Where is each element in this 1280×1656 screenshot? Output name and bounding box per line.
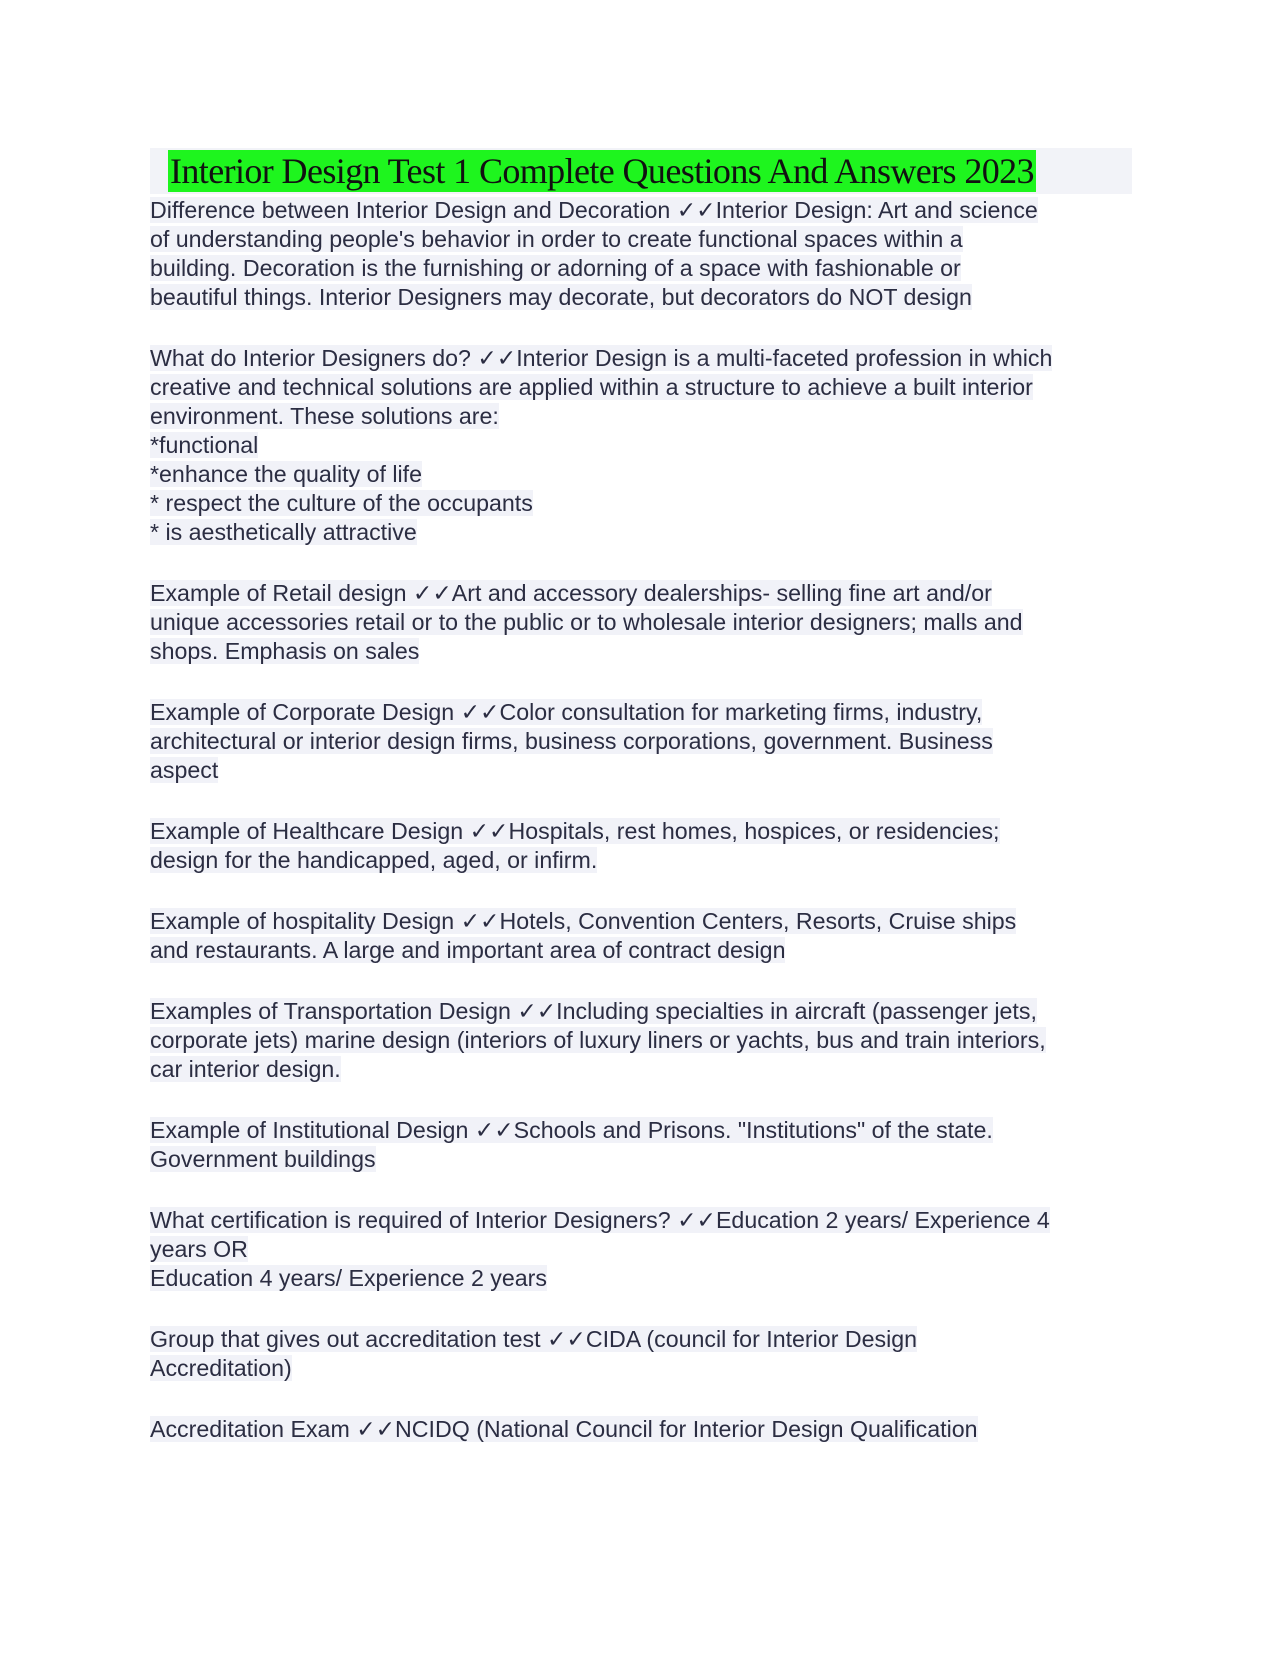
qa-entry: [150, 698, 1150, 785]
qa-line-text: What do Interior Designers do? ✓✓Interior Design is a multi-faceted profession in which: [150, 345, 1053, 371]
qa-entry: [150, 817, 1150, 875]
document-title: Interior Design Test 1 Complete Questions And Answers 2023: [170, 151, 1034, 191]
qa-line: [150, 817, 1150, 846]
qa-line-text: architectural or interior design firms, business corporations, government. Business: [150, 728, 993, 754]
qa-line-text: of understanding people's behavior in order to create functional spaces within a: [150, 226, 963, 252]
qa-line-text: years OR: [150, 1236, 248, 1262]
qa-line: [150, 1325, 1150, 1354]
qa-line-text: design for the handicapped, aged, or infirm.: [150, 847, 598, 873]
title-band: [150, 148, 1132, 194]
qa-line-text: * respect the culture of the occupants: [150, 490, 533, 516]
qa-line: [150, 1354, 1150, 1383]
qa-line: [150, 1264, 1150, 1293]
qa-line: [150, 907, 1150, 936]
qa-line: [150, 1026, 1150, 1055]
qa-line: [150, 997, 1150, 1026]
qa-line: [150, 489, 1150, 518]
qa-line-text: What certification is required of Interior Designers? ✓✓Education 2 years/ Experience 4: [150, 1207, 1050, 1233]
qa-line: [150, 637, 1150, 666]
qa-line-text: Example of Healthcare Design ✓✓Hospitals, rest homes, hospices, or residencies;: [150, 818, 1000, 844]
qa-line: [150, 846, 1150, 875]
qa-line: [150, 460, 1150, 489]
qa-line: [150, 579, 1150, 608]
qa-line-text: *enhance the quality of life: [150, 461, 423, 487]
qa-entry: [150, 344, 1150, 547]
qa-line: [150, 402, 1150, 431]
qa-line-text: beautiful things. Interior Designers may decorate, but decorators do NOT design: [150, 284, 972, 310]
qa-entry: [150, 1415, 1150, 1444]
qa-line: [150, 283, 1150, 312]
qa-line-text: building. Decoration is the furnishing or adorning of a space with fashionable or: [150, 255, 961, 281]
qa-line-text: Accreditation Exam ✓✓NCIDQ (National Council for Interior Design Qualification: [150, 1416, 978, 1442]
qa-list: [150, 196, 1150, 1476]
qa-line-text: unique accessories retail or to the public or to wholesale interior designers; malls and: [150, 609, 1023, 635]
qa-line: [150, 344, 1150, 373]
qa-line-text: Government buildings: [150, 1146, 376, 1172]
qa-line-text: Example of Institutional Design ✓✓Schools and Prisons. "Institutions" of the state.: [150, 1117, 993, 1143]
qa-line-text: Example of Corporate Design ✓✓Color consultation for marketing firms, industry,: [150, 699, 983, 725]
qa-entry: [150, 579, 1150, 666]
qa-entry: [150, 907, 1150, 965]
qa-line: [150, 1206, 1150, 1235]
qa-line-text: *functional: [150, 432, 259, 458]
qa-line: [150, 1145, 1150, 1174]
qa-line: [150, 1116, 1150, 1145]
qa-line-text: corporate jets) marine design (interiors of luxury liners or yachts, bus and train interiors,: [150, 1027, 1046, 1053]
qa-entry: [150, 1116, 1150, 1174]
qa-line-text: Group that gives out accreditation test ✓✓CIDA (council for Interior Design: [150, 1326, 918, 1352]
qa-line-text: Example of Retail design ✓✓Art and accessory dealerships- selling fine art and/or: [150, 580, 992, 606]
qa-line-text: and restaurants. A large and important area of contract design: [150, 937, 786, 963]
qa-entry: [150, 196, 1150, 312]
qa-line: [150, 756, 1150, 785]
qa-line-text: shops. Emphasis on sales: [150, 638, 420, 664]
qa-line-text: Examples of Transportation Design ✓✓Including specialties in aircraft (passenger jets,: [150, 998, 1037, 1024]
qa-line: [150, 936, 1150, 965]
qa-line-text: creative and technical solutions are applied within a structure to achieve a built interior: [150, 374, 1033, 400]
qa-line-text: Example of hospitality Design ✓✓Hotels, Convention Centers, Resorts, Cruise ships: [150, 908, 1017, 934]
qa-entry: [150, 1325, 1150, 1383]
qa-line: [150, 225, 1150, 254]
qa-line: [150, 608, 1150, 637]
qa-line: [150, 1055, 1150, 1084]
qa-line: [150, 196, 1150, 225]
qa-line-text: Difference between Interior Design and Decoration ✓✓Interior Design: Art and science: [150, 197, 1038, 223]
qa-line-text: aspect: [150, 757, 219, 783]
qa-entry: [150, 997, 1150, 1084]
qa-line: [150, 1235, 1150, 1264]
qa-line: [150, 1415, 1150, 1444]
qa-line: [150, 373, 1150, 402]
qa-line: [150, 727, 1150, 756]
qa-line: [150, 431, 1150, 460]
qa-line-text: environment. These solutions are:: [150, 403, 499, 429]
qa-line-text: * is aesthetically attractive: [150, 519, 417, 545]
qa-line: [150, 698, 1150, 727]
qa-line: [150, 518, 1150, 547]
qa-line-text: Education 4 years/ Experience 2 years: [150, 1265, 547, 1291]
qa-entry: [150, 1206, 1150, 1293]
qa-line-text: car interior design.: [150, 1056, 341, 1082]
qa-line: [150, 254, 1150, 283]
qa-line-text: Accreditation): [150, 1355, 292, 1381]
